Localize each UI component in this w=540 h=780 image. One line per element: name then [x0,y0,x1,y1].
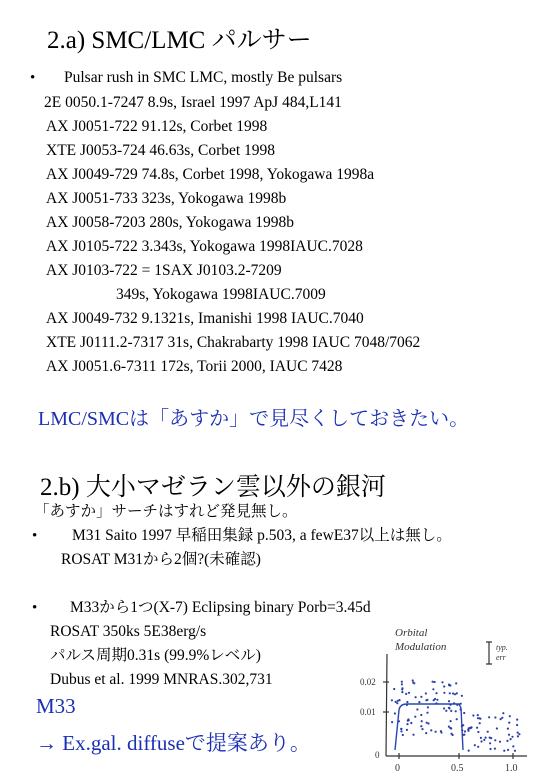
sketch-data-point [425,692,427,694]
sketch-data-point [393,688,395,690]
m33-diffuse-proposal: → Ex.gal. diffuseで提案あり。 [36,731,311,755]
sketch-data-point [435,692,437,694]
sketch-data-point [455,710,457,712]
pulsar-list-item: AX J0103-722 = 1SAX J0103.2-7209 [46,262,282,279]
sketch-data-point [406,704,408,706]
sketch-data-point [507,728,509,730]
sketch-data-point [510,738,512,740]
sketch-data-point [508,722,510,724]
sketch-data-point [395,701,397,703]
sketch-data-point [420,725,422,727]
sketch-data-point [472,714,474,716]
section-b-title: 2.b) 大小マゼラン雲以外の銀河 [40,474,386,501]
sketch-data-point [436,699,438,701]
pulsar-list-item: AX J0049-729 74.8s, Corbet 1998, Yokogawa 1998a [46,166,375,183]
section-a-title: 2.a) SMC/LMC パルサー [47,27,312,54]
m33-text: M33から1つ(X-7) Eclipsing binary Porb=3.45d [70,599,371,616]
sketch-data-point [456,718,458,720]
sketch-data-point [425,732,427,734]
sketch-data-point [461,725,463,727]
sketch-data-point [483,739,485,741]
sketch-data-point [401,687,403,689]
sketch-data-point [460,708,462,710]
sketch-data-point [400,728,402,730]
sketch-data-point [477,746,479,748]
sketch-data-point [517,732,519,734]
sketch-data-point [494,739,496,741]
sketch-data-point [394,712,396,714]
m33-rosat-text: ROSAT 350ks 5E38erg/s [50,623,207,640]
bullet-marker: • [32,600,38,616]
sketch-data-point [415,696,417,698]
sketch-data-point [430,729,432,731]
sketch-data-point [449,692,451,694]
sketch-data-point [432,681,434,683]
sketch-data-point [421,720,423,722]
sketch-x-tick: 1.0 [505,763,518,774]
sketch-data-point [516,719,518,721]
sketch-data-point [420,714,422,716]
sketch-data-point [518,733,520,735]
sketch-data-point [426,712,428,714]
pulsar-list-item: AX J0051.6-7311 172s, Torii 2000, IAUC 7428 [46,358,343,375]
sketch-data-point [506,740,508,742]
sketch-data-point [477,717,479,719]
sketch-data-point [408,692,410,694]
bullet-marker: • [32,528,38,544]
sketch-data-point [477,714,479,716]
sketch-data-point [420,696,422,698]
sketch-data-point [401,691,403,693]
sketch-data-point [407,718,409,720]
sketch-data-point [508,734,510,736]
sketch-data-point [494,716,496,718]
sketch-data-point [445,710,447,712]
m33-period-text: パルス周期0.31s (99.9%レベル) [50,647,261,664]
sketch-data-point [449,704,451,706]
orbital-modulation-sketch [355,620,535,778]
sketch-data-point [454,693,456,695]
sketch-data-point [489,737,491,739]
sketch-data-point [443,685,445,687]
sketch-data-point [479,722,481,724]
pulsar-list-item: AX J0051-722 91.12s, Corbet 1998 [46,118,268,135]
sketch-data-point [452,734,454,736]
sketch-data-point [461,695,463,697]
m31-text: M31 Saito 1997 早稲田集録 p.503, a fewE37以上は無し。 [72,527,452,544]
pulsar-list-item: 2E 0050.1-7247 8.9s, Israel 1997 ApJ 484,L141 [44,94,342,111]
sketch-data-point [494,748,496,750]
pulsar-list-item: AX J0058-7203 280s, Yokogawa 1998b [46,214,295,231]
lmc-smc-note: LMC/SMCは「あすか」で見尽くしておきたい。 [38,408,470,430]
sketch-data-point [500,718,502,720]
sketch-data-point [434,698,436,700]
m31-rosat-text: ROSAT M31から2個?(未確認) [61,551,261,568]
sketch-data-point [414,716,416,718]
sketch-x-tick: 0 [395,763,400,774]
sketch-data-point [432,688,434,690]
sketch-data-point [455,682,457,684]
sketch-data-point [517,735,519,737]
sketch-data-point [512,745,514,747]
sketch-title: Orbital [395,627,428,639]
asca-search-text: 「あすか」サーチはすれど発見無し。 [34,503,298,520]
sketch-data-point [435,731,437,733]
sketch-data-point [467,730,469,732]
sketch-data-point [476,727,478,729]
sketch-data-point [450,720,452,722]
sketch-data-point [402,734,404,736]
sketch-data-point [426,722,428,724]
sketch-data-points [391,679,521,752]
typical-error-bar [486,642,492,664]
sketch-data-point [412,679,414,681]
sketch-data-point [474,744,476,746]
sketch-data-point [391,721,393,723]
sketch-data-point [464,730,466,732]
sketch-data-point [397,700,399,702]
sketch-title: Modulation [395,641,447,653]
bullet-marker: • [30,70,36,86]
sketch-data-point [406,729,408,731]
sketch-data-point [463,734,465,736]
sketch-data-point [435,702,437,704]
sketch-error-label: typ. [496,643,508,652]
sketch-data-point [398,720,400,722]
sketch-data-point [443,707,445,709]
sketch-data-point [441,681,443,683]
sketch-data-point [507,749,509,751]
sketch-data-point [485,737,487,739]
sketch-data-point [440,730,442,732]
sketch-data-point [463,712,465,714]
sketch-data-point [406,723,408,725]
sketch-data-point [400,730,402,732]
m33-label: M33 [36,694,76,718]
sketch-data-point [410,722,412,724]
sketch-data-point [426,699,428,701]
pulsar-list-item: AX J0049-732 9.1321s, Imanishi 1998 IAUC.7040 [46,310,364,327]
sketch-data-point [514,750,516,752]
m33-reference-text: Dubus et al. 1999 MNRAS.302,731 [50,671,273,688]
sketch-data-point [406,701,408,703]
sketch-data-point [502,712,504,714]
sketch-data-point [460,703,462,705]
sketch-data-point [499,741,501,743]
sketch-data-point [487,731,489,733]
sketch-data-point [511,736,513,738]
sketch-data-point [391,699,393,701]
sketch-data-point [468,750,470,752]
sketch-error-label: err [496,653,506,662]
sketch-data-point [448,684,450,686]
eclipse-model-curve [395,704,463,750]
sketch-data-point [477,731,479,733]
pulsar-list-item: XTE J0111.2-7317 31s, Chakrabarty 1998 IAUC 7048/7062 [46,334,421,351]
pulsar-list-item: 349s, Yokogawa 1998IAUC.7009 [116,286,326,303]
sketch-y-axis [386,654,387,756]
sketch-data-point [412,682,414,684]
sketch-data-point [418,701,420,703]
sketch-data-point [489,748,491,750]
sketch-data-point [427,706,429,708]
sketch-data-point [450,710,452,712]
sketch-y-tick: 0.01 [360,707,376,717]
sketch-data-point [416,708,418,710]
sketch-y-tick: 0.02 [360,677,376,687]
sketch-data-point [480,737,482,739]
sketch-data-point [449,727,451,729]
sketch-y-tick: 0 [375,750,380,760]
sketch-data-point [434,681,436,683]
pulsar-list-item: AX J0105-722 3.343s, Yokogawa 1998IAUC.7028 [46,238,363,255]
sketch-data-point [516,724,518,726]
sketch-data-point [503,750,505,752]
sketch-x-tick: 0.5 [451,763,464,774]
sketch-data-point [496,727,498,729]
sketch-data-point [421,728,423,730]
sketch-data-point [412,734,414,736]
sketch-data-point [443,692,445,694]
sketch-data-point [452,692,454,694]
sketch-data-point [470,726,472,728]
pulsar-intro-text: Pulsar rush in SMC LMC, mostly Be pulsars [64,69,343,86]
sketch-data-point [453,702,455,704]
sketch-data-point [479,718,481,720]
sketch-data-point [456,704,458,706]
sketch-data-point [509,715,511,717]
sketch-data-point [401,683,403,685]
sketch-data-point [448,707,450,709]
sketch-data-point [405,693,407,695]
pulsar-list-item: AX J0051-733 323s, Yokogawa 1998b [46,190,287,207]
sketch-data-point [448,700,450,702]
sketch-data-point [488,716,490,718]
pulsar-list-item: XTE J0053-724 46.63s, Corbet 1998 [46,142,276,159]
sketch-data-point [461,729,463,731]
sketch-data-point [480,740,482,742]
sketch-data-point [401,681,403,683]
sketch-data-point [489,742,491,744]
